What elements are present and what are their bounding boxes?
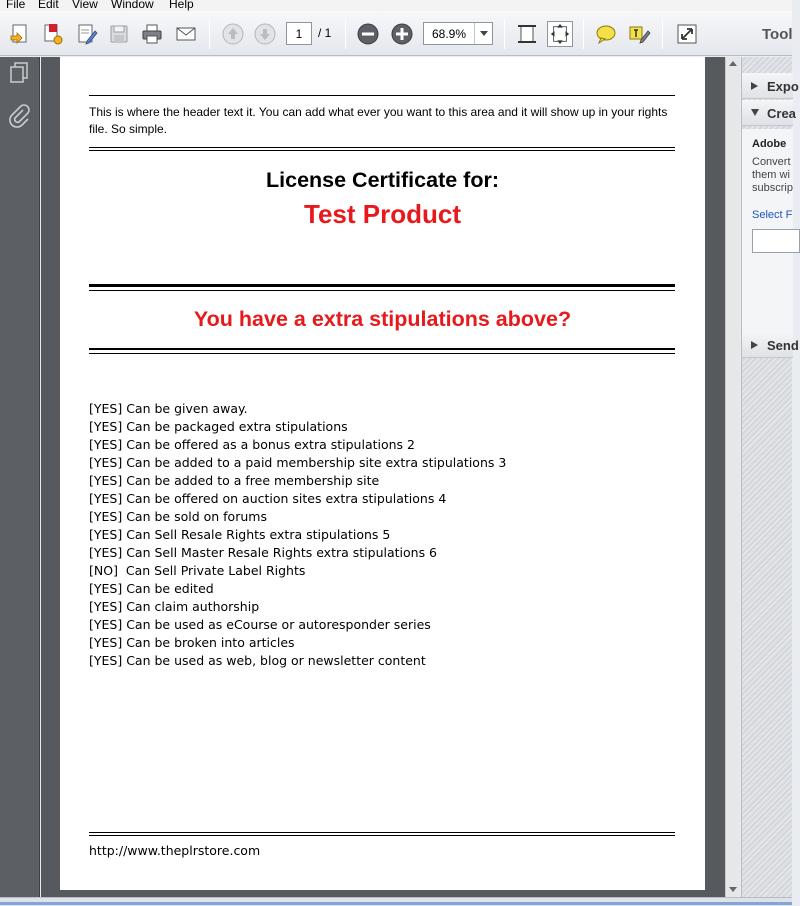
section-rule-thick <box>89 348 675 350</box>
adobe-service-title: Adobe <box>752 138 787 150</box>
print-icon <box>140 22 164 46</box>
fit-page-button[interactable] <box>514 21 540 47</box>
rights-item: [YES] Can be added to a paid membership site extra stipulations 3 <box>89 455 507 470</box>
rights-item: [NO] Can Sell Private Label Rights <box>89 563 306 578</box>
paperclip-icon <box>8 104 30 128</box>
toolbar-separator <box>209 19 210 49</box>
rights-item: [YES] Can Sell Resale Rights extra stipulations 5 <box>89 527 391 542</box>
chevron-right-icon <box>751 82 758 90</box>
header-rule <box>89 95 675 96</box>
fullscreen-button[interactable] <box>674 21 700 47</box>
rights-list <box>89 400 506 670</box>
footer-url: http://www.theplrstore.com <box>89 843 261 858</box>
rights-item: [YES] Can be given away. <box>89 401 248 416</box>
next-page-button[interactable] <box>252 21 278 47</box>
vertical-scrollbar[interactable] <box>725 57 740 897</box>
zoom-select[interactable] <box>423 22 493 45</box>
chevron-down-icon <box>751 109 759 116</box>
create-pdf-panel <box>742 129 793 333</box>
description-line: Convert <box>752 156 791 168</box>
zoom-out-button[interactable] <box>355 21 381 47</box>
select-files-link[interactable]: Select F <box>752 209 793 221</box>
chevron-right-icon <box>751 341 758 349</box>
rights-item: [YES] Can be used as eCourse or autoresponder series <box>89 617 431 632</box>
zoom-in-icon <box>390 22 414 46</box>
send-section-label: Send <box>767 338 799 353</box>
pdf-page <box>60 57 705 890</box>
menu-bar <box>0 0 792 11</box>
save-icon <box>107 22 131 46</box>
highlight-button[interactable] <box>626 21 652 47</box>
combine-button[interactable] <box>40 21 66 47</box>
rights-item: [YES] Can Sell Master Resale Rights extra stipulations 6 <box>89 545 438 560</box>
footer-rule-top <box>89 832 675 833</box>
description-line: them wi <box>752 169 790 181</box>
arrow-up-icon <box>729 61 737 67</box>
print-button[interactable] <box>139 21 165 47</box>
fit-page-icon <box>515 22 539 46</box>
create-pdf-section[interactable] <box>742 100 796 126</box>
toolbar-separator <box>504 19 505 49</box>
toolbar-separator <box>345 19 346 49</box>
create-pdf-icon <box>8 22 32 46</box>
menu-help[interactable]: Help <box>169 0 194 11</box>
email-button[interactable] <box>173 21 199 47</box>
export-pdf-section[interactable] <box>742 73 799 99</box>
toolbar-separator <box>662 19 663 49</box>
rights-item: [YES] Can be packaged extra stipulations <box>89 419 348 434</box>
chevron-down-icon <box>480 31 488 37</box>
section-rule-thick <box>89 284 675 287</box>
email-icon <box>174 22 198 46</box>
edit-icon <box>75 22 99 46</box>
arrow-down-icon <box>729 887 737 893</box>
certificate-title: License Certificate for: <box>266 168 499 192</box>
export-section-label: Expo <box>767 79 799 94</box>
zoom-input[interactable] <box>424 23 474 44</box>
header-rule-double-bottom <box>89 150 675 151</box>
tools-panel <box>741 57 799 897</box>
scroll-down-button[interactable] <box>726 883 740 897</box>
zoom-dropdown-button[interactable] <box>474 23 492 44</box>
page-thumbnails-button[interactable] <box>7 60 31 86</box>
highlight-icon <box>627 22 651 46</box>
navigation-pane <box>0 57 40 897</box>
section-rule-thin <box>89 290 675 291</box>
page-thumbnails-icon <box>8 61 30 85</box>
fit-width-icon <box>549 23 571 45</box>
comment-icon <box>594 22 618 46</box>
page-total-label: / 1 <box>318 26 332 40</box>
create-pdf-button[interactable] <box>7 21 33 47</box>
rights-item: [YES] Can be offered on auction sites extra stipulations 4 <box>89 491 447 506</box>
fullscreen-icon <box>675 22 699 46</box>
zoom-out-icon <box>356 22 380 46</box>
attachments-button[interactable] <box>7 103 31 129</box>
rights-item: [YES] Can be broken into articles <box>89 635 295 650</box>
status-bar <box>0 897 792 906</box>
fit-width-button[interactable] <box>547 21 573 47</box>
service-description <box>752 156 793 195</box>
menu-window[interactable]: Window <box>111 0 154 11</box>
menu-view[interactable]: View <box>72 0 98 11</box>
product-name: Test Product <box>304 199 461 229</box>
taskbar-strip <box>0 902 792 905</box>
previous-page-icon <box>221 22 245 46</box>
description-line: subscrip <box>752 182 793 194</box>
scroll-up-button[interactable] <box>726 57 740 71</box>
send-files-section[interactable] <box>742 332 799 358</box>
rights-item: [YES] Can be sold on forums <box>89 509 267 524</box>
section-rule-thin <box>89 353 675 354</box>
previous-page-button[interactable] <box>220 21 246 47</box>
footer-rule-bottom <box>89 835 675 836</box>
next-page-icon <box>253 22 277 46</box>
file-select-field[interactable] <box>752 229 800 253</box>
toolbar-separator <box>583 19 584 49</box>
rights-item: [YES] Can be offered as a bonus extra stipulations 2 <box>89 437 415 452</box>
comment-button[interactable] <box>593 21 619 47</box>
rights-item: [YES] Can be added to a free membership site <box>89 473 380 488</box>
rights-item: [YES] Can be used as web, blog or newsletter content <box>89 653 426 668</box>
rights-item: [YES] Can be edited <box>89 581 214 596</box>
rights-item: [YES] Can claim authorship <box>89 599 260 614</box>
menu-file[interactable]: File <box>6 0 26 11</box>
stipulations-heading: You have a extra stipulations above? <box>193 307 572 331</box>
page-number-input[interactable] <box>286 22 312 45</box>
header-text: This is where the header text it. You can add what ever you want to this area and it will show up in your rights file. So simple. <box>89 105 668 136</box>
menu-edit[interactable]: Edit <box>38 0 59 11</box>
edit-button[interactable] <box>74 21 100 47</box>
zoom-in-button[interactable] <box>389 21 415 47</box>
header-rule-double-top <box>89 147 675 148</box>
create-section-label: Crea <box>767 106 796 121</box>
tools-pane-button[interactable]: Tool <box>762 26 793 43</box>
toolbar <box>0 11 792 56</box>
save-button[interactable] <box>106 21 132 47</box>
combine-icon <box>41 22 65 46</box>
